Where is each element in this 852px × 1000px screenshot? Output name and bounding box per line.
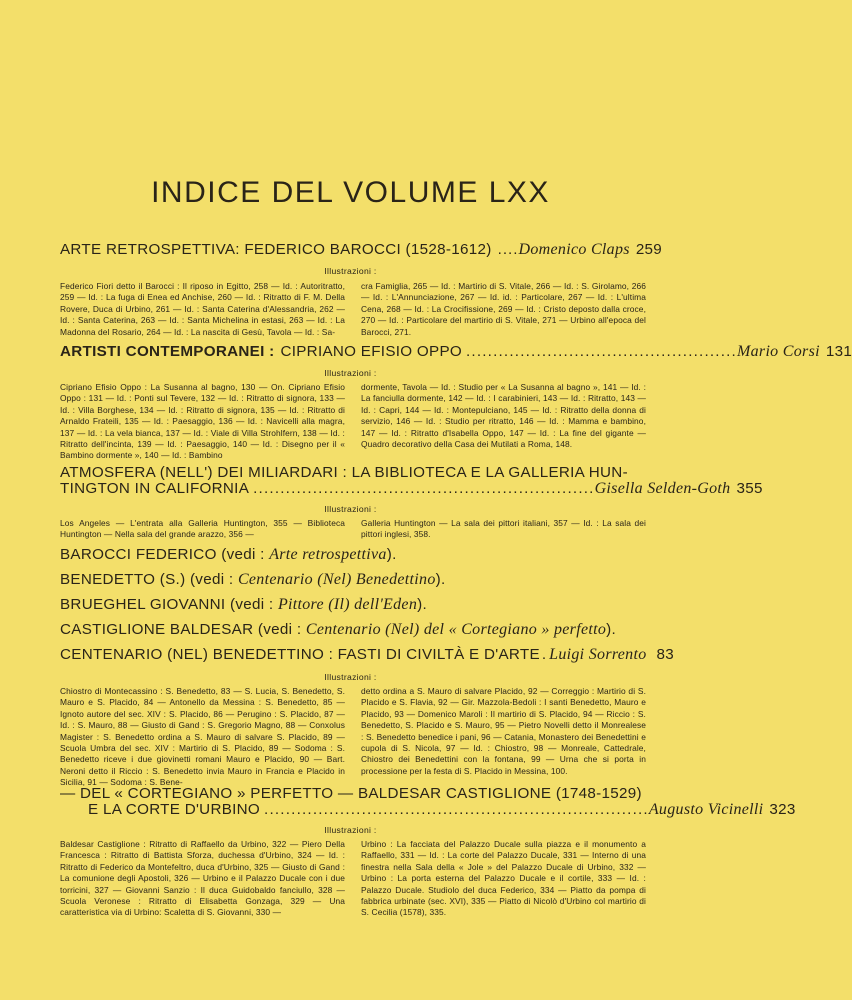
leader-dots: . <box>541 646 548 663</box>
reference-text: BENEDETTO (S.) (vedi : <box>60 571 238 588</box>
entry-heading-huntington-line1: ATMOSFERA (NELL') DEI MILIARDARI : LA BIBLIOTECA E LA GALLERIA HUN- <box>60 464 628 481</box>
heading-text: CIPRIANO EFISIO OPPO <box>280 343 462 360</box>
heading-text: ARTE RETROSPETTIVA: FEDERICO BAROCCI (1528-1612) <box>60 241 492 258</box>
page-number: 259 <box>635 241 663 258</box>
illustrations-right-column: detto ordina a S. Mauro di salvare Placido, 92 — Correggio : Martirio di S. Placido e S. Flavia, 92 — Gir. Mazzola-Bedoli : I santi Benedetto, Mauro e Placido, 93 — Domenico Maroli : Il martirio di S. Placido, 94 — Riccio : S. Benedetto, S. Placido e S. Mauro, 95 — Pietro Novelli detto il Monrealese : S. Benedetto benedice i pani, 96 — Catania, Monastero dei Benedettini e cupola di S. Nicola, 97 — Id. : Chiostro, 98 — Monreale, Cattedrale, Chiostro dei Benedettini con la fontana, 99 — Urna che si porta in processione per la festa di S. Placido in Messina, 100. <box>361 686 646 776</box>
illustrations-label: Illustrazioni : <box>324 266 377 276</box>
entry-heading-barocci <box>60 240 663 260</box>
heading-section-label: ARTISTI CONTEMPORANEI : <box>60 343 275 360</box>
reference-end: ). <box>435 571 446 588</box>
illustrations-left-column: Los Angeles — L'entrata alla Galleria Huntington, 355 — Biblioteca Huntington — Nella sala del grande arazzo, 356 — <box>60 518 345 540</box>
author: Mario Corsi <box>736 343 820 360</box>
illustrations-oppo <box>60 382 646 462</box>
page-number: 323 <box>769 801 796 818</box>
page-title: INDICE DEL VOLUME LXX <box>151 176 550 209</box>
illustrations-label: Illustrazioni : <box>324 504 377 514</box>
illustrations-right-column: Urbino : La facciata del Palazzo Ducale sulla piazza e il monumento a Raffaello, 331 — Id. : La corte del Palazzo Ducale, 331 — Interno di una finestra nella Sala della « Jole » del Palazzo Ducale di Urbino, 332 — Urbino : La porta esterna del Palazzo Ducale e il cortile, 333 — Id. : Palazzo Ducale. Studiolo del duca Federico, 334 — Piatto da pompa di fabbrica urbinate (sec. XVI), 335 — Piatto di Nicolò d'Urbino col martirio di S. Cecilia (1578), 335. <box>361 839 646 918</box>
reference-end: ). <box>606 621 617 638</box>
author: Augusto Vicinelli <box>648 801 764 818</box>
illustrations-centenario <box>60 686 646 789</box>
page-number: 355 <box>736 480 763 497</box>
reference-end: ). <box>417 596 428 613</box>
author: Domenico Claps <box>518 241 630 258</box>
illustrations-huntington <box>60 518 646 541</box>
illustrations-left-column: Cipriano Efisio Oppo : La Susanna al bagno, 130 — On. Cipriano Efisio Oppo : 131 — Id. : Ponti sul Tevere, 132 — Id. : Ritratto di signora, 133 — Id. : Villa Borghese, 134 — Id. : Ritratto di signora, 135 — Id. : Ritratto di Arnaldo Frateili, 135 — Id. : Paesaggio, 136 — Id. : Navicelli alla magra, 137 — Id. : La vela bianca, 137 — Id. : Viale di Villa Strohlfern, 138 — Id. : Ritratto dell'incinta, 139 — Id. : Paesaggio, 140 — Id. : Disegno per il « Bambino dormente », 140 — Id. : Bambino <box>60 382 345 461</box>
illustrations-left-column: Chiostro di Montecassino : S. Benedetto, 83 — S. Lucia, S. Benedetto, S. Mauro e S. Placido, 84 — Antonello da Messina : S. Benedetto, 85 — Ignoto autore del sec. XIV : S. Placido, 86 — Perugino : S. Placido, 87 — Id. : S. Mauro, 88 — Giusto di Gand : S. Gregorio Magno, 88 — Conxolus Magister : S. Benedetto ordina a S. Mauro di salvare S. Placido, 89 — Scuola Umbra del sec. XIV : Martirio di S. Placido, 89 — Sodoma : S. Benedetto riceve i due giovinetti romani Mauro e Placido, 90 — Bart. Neroni detto il Riccio : S. Benedetto invia Mauro in Francia e Placido in Sicilia, 91 — Sodoma : S. Bene- <box>60 686 345 788</box>
illustrations-left-column: Baldesar Castiglione : Ritratto di Raffaello da Urbino, 322 — Piero Della Francesca : Ritratto di Battista Sforza, duchessa d'Urbino, 324 — Id. : Ritratto di Federico da Montefeltro, duca d'Urbino, 325 — Giusto di Gand : La comunione degli Apostoli, 326 — Urbino e il Palazzo Ducale con i due torricini, 327 — Giovanni Sanzio : Il duca Guidobaldo fanciullo, 328 — Scuola Veronese : Ritratto di Elisabetta Gonzaga, 329 — Una caratteristica via di Urbino: Scaletta di S. Giovanni, 330 — <box>60 839 345 918</box>
reference-text: CASTIGLIONE BALDESAR (vedi : <box>60 621 306 638</box>
entry-heading-oppo <box>60 342 852 362</box>
illustrations-right-column: dormente, Tavola — Id. : Studio per « La Susanna al bagno », 141 — Id. : La fanciulla dormente, 142 — Id. : I carabinieri, 143 — Id. : Ritratto, 143 — Id. : Capri, 144 — Id. : Montepulciano, 145 — Id. : Ritratto della donna di servizio, 146 — Id. : Studio per ritratto, 146 — Id. : Mamma e bambino, 147 — Id. : Ritratto d'Isabella Oppo, 147 — Id. : La fine del gigante — Quadro decorativo della Casa dei Mutilati a Roma, 148. <box>361 382 646 450</box>
reference-barocci <box>60 545 645 565</box>
leader-dots: .... <box>497 241 519 258</box>
illustrations-right-column: cra Famiglia, 265 — Id. : Martirio di S. Vitale, 266 — Id. : S. Girolamo, 266 — Id. : L'Annunciazione, 267 — Id. id. : Particolare, 267 — Id. : L'ultima Cena, 268 — Id. : La Crocifissione, 269 — Id. : Cristo deposto dalla croce, 270 — Id. : Particolare del martirio di S. Vitale, 271 — Urbino all'epoca del Barocci, 271. <box>361 281 646 337</box>
author: Luigi Sorrento <box>549 646 647 663</box>
illustrations-label: Illustrazioni : <box>324 672 377 682</box>
entry-heading-centenario <box>60 645 675 665</box>
reference-text: BAROCCI FEDERICO (vedi : <box>60 546 270 563</box>
reference-target: Centenario (Nel) del « Cortegiano » perfetto <box>305 621 607 638</box>
leader-dots: .................................................. <box>466 343 737 360</box>
page-number: 131 <box>825 343 852 360</box>
reference-target: Pittore (Il) dell'Eden <box>277 596 418 613</box>
author: Gisella Selden-Goth <box>594 480 731 497</box>
leader-dots: ............................................................... <box>253 480 595 497</box>
illustrations-cortegiano <box>60 839 646 919</box>
illustrations-left-column: Federico Fiori detto il Barocci : Il riposo in Egitto, 258 — Id. : Autoritratto, 259 — Id. : La fuga di Enea ed Anchise, 260 — Id. : Ritratto di F. M. Della Rovere, Duca di Urbino, 261 — Id. : Santa Caterina d'Alessandria, 262 — Id. : Santa Caterina, 263 — Id. : Santa Michelina in estasi, 263 — Id. : La Madonna del Rosario, 264 — Id. : La nascita di Gesù, Tavola — Id. : Sa- <box>60 281 345 337</box>
entry-heading-cortegiano-line2 <box>60 800 796 820</box>
page-number: 83 <box>656 646 675 663</box>
reference-brueghel <box>60 595 645 615</box>
reference-benedetto <box>60 570 645 590</box>
entry-heading-cortegiano-line1: — DEL « CORTEGIANO » PERFETTO — BALDESAR CASTIGLIONE (1748-1529) <box>60 785 642 802</box>
illustrations-label: Illustrazioni : <box>324 825 377 835</box>
entry-heading-huntington-line2 <box>60 479 763 499</box>
illustrations-right-column: Galleria Huntington — La sala dei pittori italiani, 357 — Id. : La sala dei pittori inglesi, 358. <box>361 518 646 540</box>
reference-castiglione <box>60 620 645 640</box>
reference-end: ). <box>386 546 397 563</box>
leader-dots: ....................................................................... <box>264 801 649 818</box>
reference-target: Arte retrospettiva <box>269 546 387 563</box>
heading-text: CENTENARIO (NEL) BENEDETTINO : FASTI DI CIVILTÀ E D'ARTE <box>60 646 540 663</box>
heading-text: E LA CORTE D'URBINO <box>88 801 261 818</box>
heading-text: TINGTON IN CALIFORNIA <box>60 480 250 497</box>
illustrations-label: Illustrazioni : <box>324 368 377 378</box>
reference-target: Centenario (Nel) Benedettino <box>237 571 436 588</box>
illustrations-barocci <box>60 281 646 338</box>
reference-text: BRUEGHEL GIOVANNI (vedi : <box>60 596 278 613</box>
